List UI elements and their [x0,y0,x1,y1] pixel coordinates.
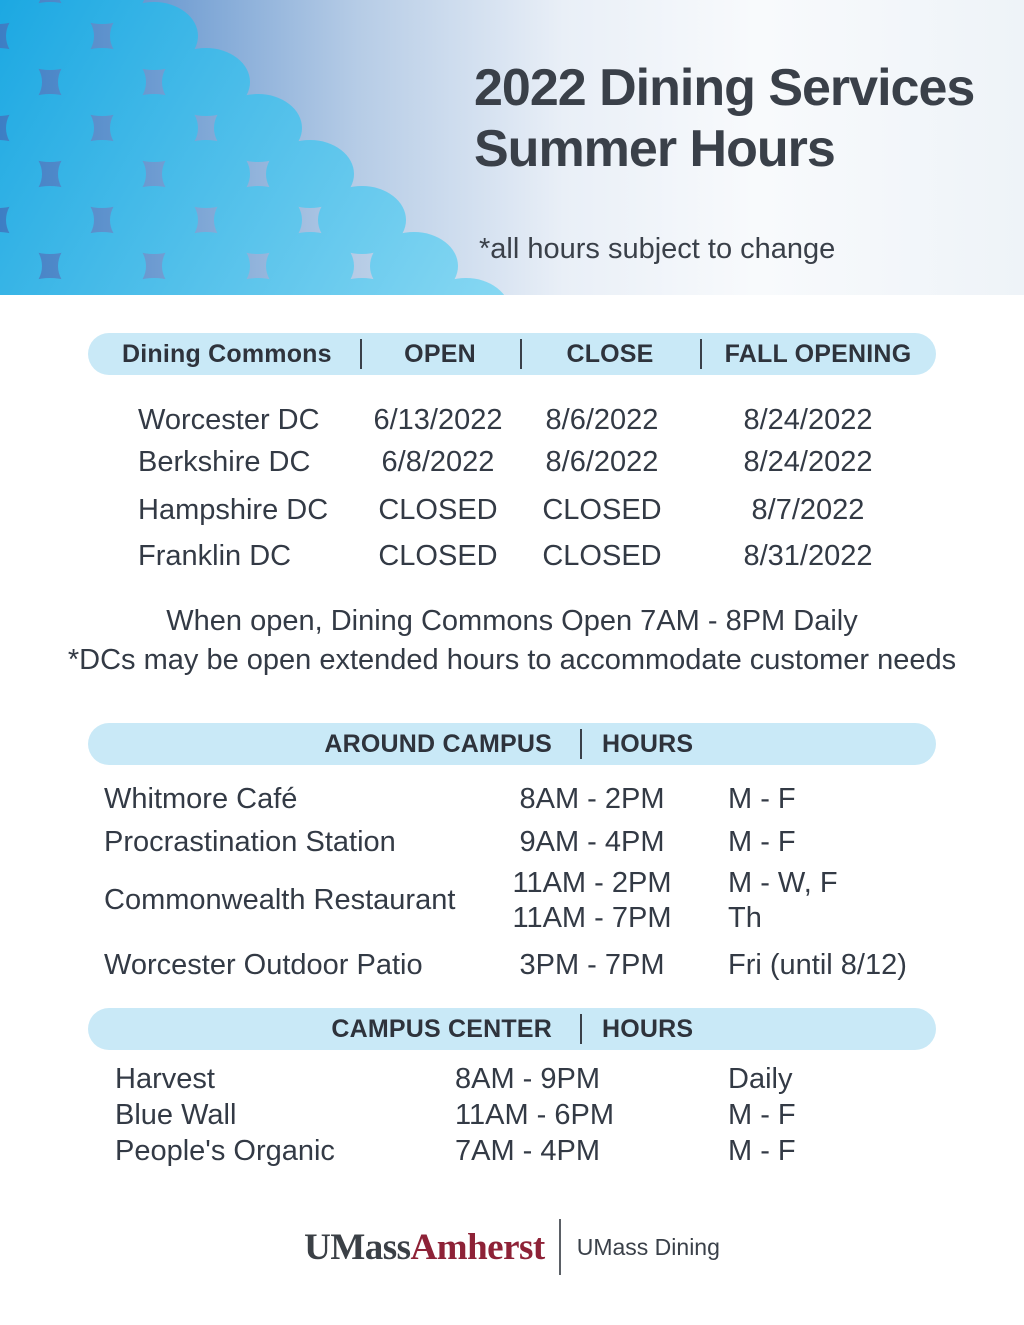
venue-name: Harvest [115,1063,215,1095]
venue-name: Procrastination Station [104,826,396,858]
dc-open: 6/13/2022 [373,404,503,436]
page-title-line1: 2022 Dining Services [474,59,975,117]
venue-name: Worcester Outdoor Patio [104,949,423,981]
venue-days: M - F [728,1135,796,1167]
dc-open: CLOSED [378,540,498,572]
venue-hours: 11AM - 7PM [512,902,672,934]
column-header-fall-opening: FALL OPENING [724,340,912,368]
venue-name: Whitmore Café [104,783,298,815]
venue-days: M - F [728,1099,796,1131]
column-header-hours: HOURS [602,730,694,758]
dc-fall-opening: 8/24/2022 [743,404,873,436]
column-divider [580,1014,582,1044]
venue-hours: 11AM - 2PM [512,867,672,899]
venue-name: Commonwealth Restaurant [104,884,456,916]
dc-name: Berkshire DC [138,446,311,478]
dots-group [0,0,510,295]
venue-name: People's Organic [115,1135,335,1167]
hero-banner [0,0,1024,295]
dc-close: 8/6/2022 [545,446,659,478]
hours-disclaimer: *all hours subject to change [479,233,836,265]
dc-close: 8/6/2022 [545,404,659,436]
umass-dining-label: UMass Dining [576,1233,720,1260]
venue-hours: 8AM - 9PM [455,1063,601,1095]
dc-fall-opening: 8/24/2022 [743,446,873,478]
venue-hours: 7AM - 4PM [455,1135,601,1167]
venue-hours: 8AM - 2PM [519,783,665,815]
dc-name: Franklin DC [138,540,292,572]
around-campus-header-bar [88,723,936,765]
dc-name: Hampshire DC [138,494,329,526]
venue-days: M - F [728,783,796,815]
column-header-around-campus: AROUND CAMPUS [324,730,552,758]
dc-open: CLOSED [378,494,498,526]
venue-days: Daily [728,1063,793,1095]
dining-commons-note-extended: *DCs may be open extended hours to accommodate customer needs [67,644,957,676]
page-title [474,58,974,180]
column-header-campus-center: CAMPUS CENTER [331,1015,552,1043]
column-header-close: CLOSE [566,340,654,368]
dc-fall-opening: 8/31/2022 [743,540,873,572]
dining-commons-note: When open, Dining Commons Open 7AM - 8PM Daily [166,605,858,637]
dc-open: 6/8/2022 [381,446,495,478]
dining-commons-header-bar [88,333,936,375]
footer-divider [559,1219,561,1275]
venue-days: Th [728,902,762,934]
dc-close: CLOSED [542,540,662,572]
column-header-dining-commons: Dining Commons [122,340,332,368]
venue-days: Fri (until 8/12) [728,949,907,981]
venue-days: M - W, F [728,867,838,899]
venue-hours: 3PM - 7PM [519,949,665,981]
campus-center-header-bar [88,1008,936,1050]
dc-fall-opening: 8/7/2022 [751,494,865,526]
dc-name: Worcester DC [138,404,320,436]
page-title-line2: Summer Hours [474,120,835,178]
dc-close: CLOSED [542,494,662,526]
column-header-hours: HOURS [602,1015,694,1043]
amherst-logo-text: Amherst [410,1226,545,1268]
umass-amherst-logo [304,1226,545,1269]
venue-name: Blue Wall [115,1099,237,1131]
venue-days: M - F [728,826,796,858]
venue-hours: 9AM - 4PM [519,826,665,858]
umass-logo-text: UMass [304,1226,411,1268]
footer-logo [0,1215,1024,1279]
column-header-open: OPEN [404,340,476,368]
column-divider [580,729,582,759]
venue-hours: 11AM - 6PM [455,1099,615,1131]
